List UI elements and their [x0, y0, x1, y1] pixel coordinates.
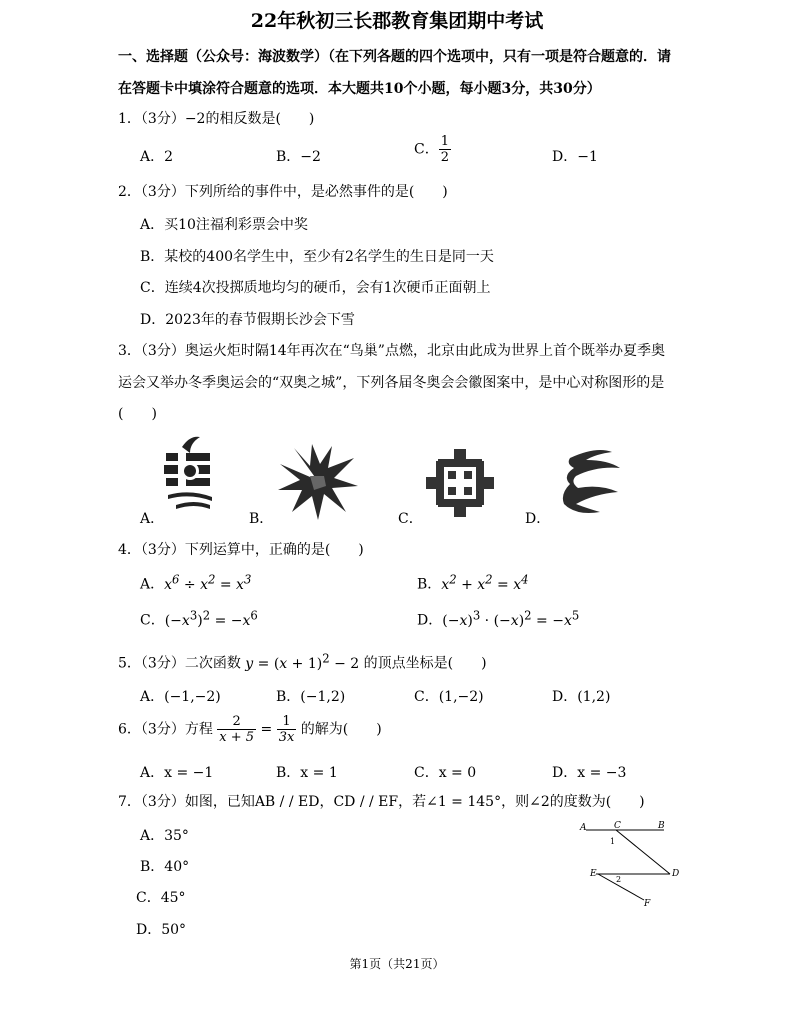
fraction-lhs: $\frac{2}{x + 5}$	[219, 714, 255, 745]
section-heading-line2: 在答题卡中填涂符合题意的选项．本大题共10个小题，每小题3分，共30分）	[118, 81, 601, 97]
question-4-option-c: C．$(-x^3)^2 = -x^6$	[140, 608, 258, 629]
quadratic-formula: $y = (x + 1)^2 - 2$	[245, 651, 364, 672]
fraction-rhs: $\frac{1}{3x}$	[278, 714, 295, 745]
emblem-b-image	[274, 440, 360, 522]
question-3-stem-line3: ( )	[118, 406, 157, 422]
question-5-option-d: D．(1,2)	[552, 689, 611, 705]
question-2-stem: 2．（3分）下列所给的事件中，是必然事件的是( )	[118, 184, 448, 200]
question-1-option-c: C． $\frac{1}{2}$	[414, 134, 449, 165]
formula-b: $x^2 + x^2 = x^4$	[441, 572, 529, 593]
question-3-option-a: A．	[140, 511, 165, 527]
question-5-stem: 5．（3分）二次函数 $y = (x + 1)^2 - 2$ 的顶点坐标是( )	[118, 651, 487, 672]
formula-a: $x^6 \div x^2 = x^3$	[164, 572, 252, 593]
label-C: C	[614, 821, 621, 831]
formula-d: $(-x)^3 \cdot (-x)^2 = -x^5$	[442, 608, 580, 629]
question-2-option-d: D．2023年的春节假期长沙会下雪	[140, 312, 355, 328]
label-F: F	[644, 899, 651, 909]
question-3-stem-line1: 3．（3分）奥运火炬时隔14年再次在“鸟巢”点燃，北京由此成为世界上首个既举办夏季奥	[118, 343, 665, 359]
question-6-stem: 6．（3分）方程 $\frac{2}{x + 5}$ = $\frac{1}{3x}$ 的解为( )	[118, 714, 382, 745]
label-angle-1: 1	[610, 837, 616, 846]
label-angle-2: 2	[616, 875, 622, 884]
question-3-option-d: D．	[525, 511, 551, 527]
question-7-stem: 7．（3分）如图，已知AB / / ED，CD / / EF，若∠1 = 145°，则∠2的度数为( )	[118, 794, 645, 810]
emblem-a-image	[160, 433, 220, 519]
question-4-option-d: D．$(-x)^3 \cdot (-x)^2 = -x^5$	[417, 608, 580, 629]
question-7-option-b: B．40°	[140, 859, 190, 875]
question-6-option-d: D．x = −3	[552, 765, 627, 781]
page-footer: 第1页（共21页）	[349, 957, 445, 971]
emblem-d-image	[556, 446, 626, 518]
emblem-c-image	[424, 447, 496, 519]
question-6-option-c: C．x = 0	[414, 765, 477, 781]
question-5-option-c: C．(1,−2)	[414, 689, 484, 705]
section-heading-line1: 一、选择题（公众号：海波数学）（在下列各题的四个选项中，只有一项是符合题意的．请	[118, 49, 671, 65]
label-E: E	[590, 869, 597, 879]
question-3-stem-line2: 运会又举办冬季奥运会的“双奥之城”，下列各届冬奥会会徽图案中，是中心对称图形的是	[118, 375, 665, 391]
formula-c: $(-x^3)^2 = -x^6$	[164, 608, 258, 629]
fraction-one-half: $\frac{1}{2}$	[440, 134, 449, 165]
question-1-stem: 1．（3分）−2的相反数是( )	[118, 111, 315, 127]
question-3-option-c: C．	[398, 511, 423, 527]
label-B: B	[658, 821, 665, 831]
question-3-option-b: B．	[249, 511, 274, 527]
page-title: 22年秋初三长郡教育集团期中考试	[250, 10, 544, 32]
question-4-stem: 4．（3分）下列运算中，正确的是( )	[118, 542, 364, 558]
question-7-option-a: A．35°	[140, 828, 189, 844]
question-2-option-a: A．买10注福利彩票会中奖	[140, 217, 308, 233]
question-6-option-a: A．x = −1	[140, 765, 214, 781]
question-5-option-a: A．(−1,−2)	[140, 689, 221, 705]
label-A: A	[580, 823, 587, 833]
question-1-option-b: B．−2	[276, 149, 321, 165]
question-2-option-c: C．连续4次投掷质地均匀的硬币，会有1次硬币正面朝上	[140, 280, 491, 296]
question-7-option-d: D．50°	[136, 922, 187, 938]
question-6-option-b: B．x = 1	[276, 765, 338, 781]
question-4-option-a: A．$x^6 \div x^2 = x^3$	[140, 572, 252, 593]
label-D: D	[672, 869, 680, 879]
question-7-option-c: C．45°	[136, 890, 186, 906]
question-2-option-b: B．某校的400名学生中，至少有2名学生的生日是同一天	[140, 249, 494, 265]
question-5-option-b: B．(−1,2)	[276, 689, 346, 705]
question-1-option-d: D．−1	[552, 149, 598, 165]
question-4-option-b: B．$x^2 + x^2 = x^4$	[417, 572, 529, 593]
question-1-option-a: A．2	[140, 149, 174, 165]
parallel-lines-figure	[578, 818, 688, 910]
